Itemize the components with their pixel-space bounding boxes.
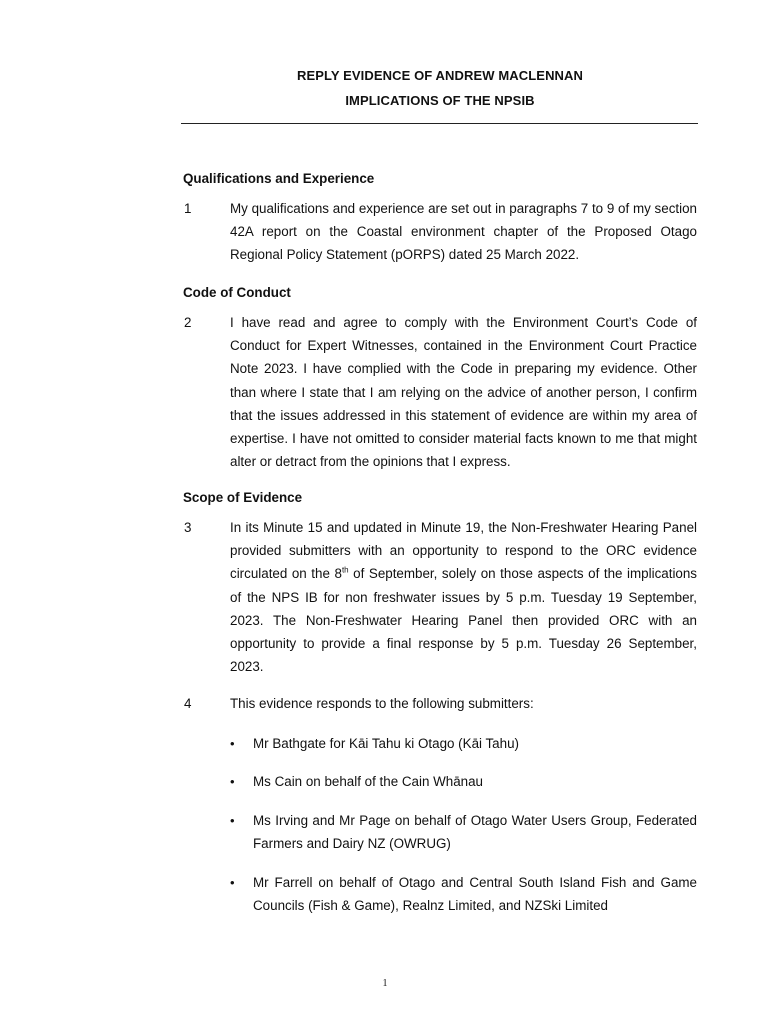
document-subtitle: IMPLICATIONS OF THE NPSIB xyxy=(345,93,535,108)
list-item: Ms Cain on behalf of the Cain Whānau xyxy=(253,774,484,789)
section-heading-scope: Scope of Evidence xyxy=(183,490,303,505)
list-item: Mr Bathgate for Kāi Tahu ki Otago (Kāi Tahu) xyxy=(253,736,519,751)
paragraph-4-text: This evidence responds to the following submitters: xyxy=(230,696,534,711)
bullet-icon: • xyxy=(230,736,235,751)
list-item: Mr Farrell on behalf of Otago and Central South Island Fish and Game Councils (Fish & Game), Realnz Limited, and NZSki Limited xyxy=(253,875,697,914)
paragraph-3-text-part-b: of September, solely on those aspects of the implications of the NPS IB for non freshwater issues by 5 p.m. Tuesday 19 September, 2023. The Non-Freshwater Hearing Panel then provided ORC with an opportunity to provide a final response by 5 p.m. Tuesday 26 September, 2023. xyxy=(230,566,698,675)
document-title: REPLY EVIDENCE OF ANDREW MACLENNAN xyxy=(296,68,584,83)
paragraph-number-4: 4 xyxy=(184,696,192,711)
bullet-icon: • xyxy=(230,875,235,890)
section-heading-conduct: Code of Conduct xyxy=(183,285,291,300)
page-number: 1 xyxy=(382,978,388,989)
paragraph-number-2: 2 xyxy=(184,315,192,330)
title-divider xyxy=(181,123,698,124)
section-heading-qualifications: Qualifications and Experience xyxy=(183,171,375,186)
paragraph-3-text-part-a: In its Minute 15 and updated in Minute 19, the Non-Freshwater Hearing Panel provided submitters with an opportunity to respond to the ORC evidence circulated on the 8 xyxy=(230,520,697,582)
paragraph-number-3: 3 xyxy=(184,520,192,535)
paragraph-number-1: 1 xyxy=(184,201,192,216)
bullet-icon: • xyxy=(230,813,235,828)
paragraph-3-text xyxy=(230,516,697,678)
paragraph-2-text: I have read and agree to comply with the Environment Court’s Code of Conduct for Expert Witnesses, contained in the Environment Court Practice Note 2023. I have complied with the Code in preparing my evidence. Other than where I state that I am relying on the advice of another person, I confirm that the issues addressed in this statement of evidence are within my area of expertise. I have not omitted to consider material facts known to me that might alter or detract from the opinions that I express. xyxy=(230,315,697,470)
paragraph-1-text: My qualifications and experience are set out in paragraphs 7 to 9 of my section 42A report on the Coastal environment chapter of the Proposed Otago Regional Policy Statement (pORPS) dated 25 March 2022. xyxy=(230,201,697,263)
ordinal-superscript: th xyxy=(341,565,349,575)
list-item: Ms Irving and Mr Page on behalf of Otago Water Users Group, Federated Farmers and Dairy NZ (OWRUG) xyxy=(253,813,697,852)
bullet-icon: • xyxy=(230,774,235,789)
